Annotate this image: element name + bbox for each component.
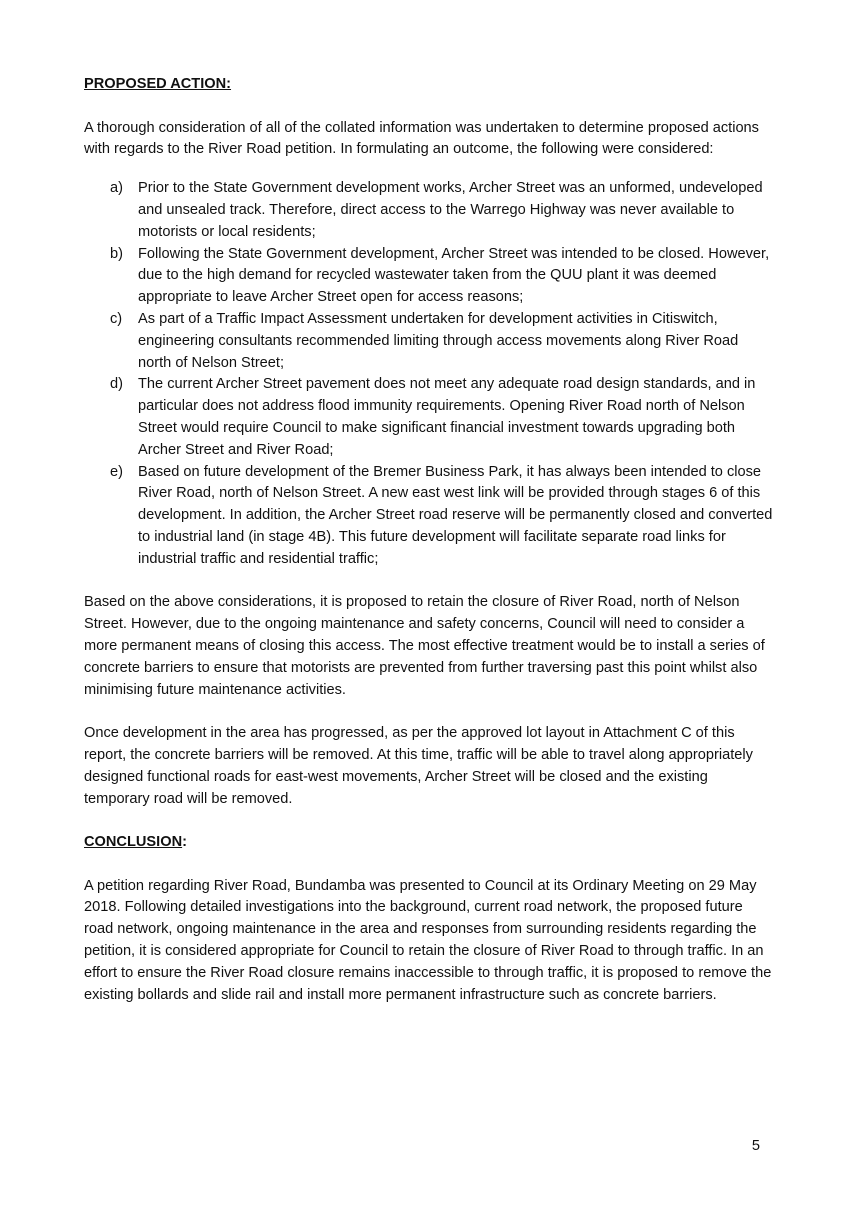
- list-item: [110, 374, 774, 461]
- list-item-text: Prior to the State Government development works, Archer Street was an unformed, undeveloped and unsealed track. Therefore, direct access to the Warrego Highway was never available to motorists or local residents;: [138, 180, 763, 240]
- list-item-text: Following the State Government development, Archer Street was intended to be closed. However, due to the high demand for recycled wastewater taken from the QUU plant it was deemed appropriate to leave Archer Street open for access reasons;: [138, 245, 770, 306]
- conclusion-heading: CONCLUSION: [84, 834, 183, 851]
- document-page: [84, 74, 774, 1006]
- proposed-action-intro: A thorough consideration of all of the collated information was undertaken to determine proposed actions with regards to the River Road petition. In formulating an outcome, the following were considered:: [84, 119, 759, 158]
- list-marker: d): [110, 376, 123, 393]
- list-item: [110, 462, 774, 571]
- conclusion-heading-colon: :: [182, 834, 187, 851]
- list-item: [110, 244, 774, 309]
- list-marker: b): [110, 245, 123, 262]
- proposed-action-heading: PROPOSED ACTION:: [84, 76, 232, 92]
- list-marker: e): [110, 463, 123, 480]
- list-marker: a): [110, 180, 123, 197]
- list-item-text: As part of a Traffic Impact Assessment undertaken for development activities in Citiswitch, engineering consultants recommended limiting through access movements along River Road north of Nelson Street;: [138, 310, 739, 371]
- list-item-text: The current Archer Street pavement does not meet any adequate road design standards, and in particular does not address flood immunity requirements. Opening River Road north of Nelson Street would require Council to make significant financial investment towards upgrading both Archer Street and River Road;: [138, 376, 756, 458]
- development-paragraph: Once development in the area has progressed, as per the approved lot layout in Attachment C of this report, the concrete barriers will be removed. At this time, traffic will be able to travel along appropriately designed functional roads for east-west movements, Archer Street will be closed and the existing temporary road will be removed.: [84, 725, 753, 807]
- list-marker: c): [110, 310, 123, 327]
- considerations-summary-paragraph: Based on the above considerations, it is proposed to retain the closure of River Road, north of Nelson Street. However, due to the ongoing maintenance and safety concerns, Council will need to consider a more permanent means of closing this access. The most effective treatment would be to install a series of concrete barriers to ensure that motorists are prevented from further traversing past this point whilst also minimising future maintenance activities.: [84, 594, 765, 698]
- conclusion-paragraph: A petition regarding River Road, Bundamba was presented to Council at its Ordinary Meeting on 29 May 2018. Following detailed investigations into the background, current road network, the proposed future road network, ongoing maintenance in the area and responses from surrounding residents regarding the petition, it is considered appropriate for Council to retain the closure of River Road to through traffic. In an effort to ensure the River Road closure remains inaccessible to through traffic, it is proposed to remove the existing bollards and slide rail and install more permanent infrastructure such as concrete barriers.: [84, 877, 772, 1003]
- list-item: [110, 178, 774, 243]
- page-number: 5: [751, 1138, 760, 1154]
- list-item-text: Based on future development of the Bremer Business Park, it has always been intended to close River Road, north of Nelson Street. A new east west link will be provided through stages 6 of this development. In addition, the Archer Street road reserve will be permanently closed and converted to industrial land (in stage 4B). This future development will facilitate separate road links for industrial traffic and residential traffic;: [138, 463, 773, 567]
- considerations-list: [84, 178, 774, 570]
- conclusion-heading-line: [84, 832, 774, 854]
- list-item: [110, 309, 774, 374]
